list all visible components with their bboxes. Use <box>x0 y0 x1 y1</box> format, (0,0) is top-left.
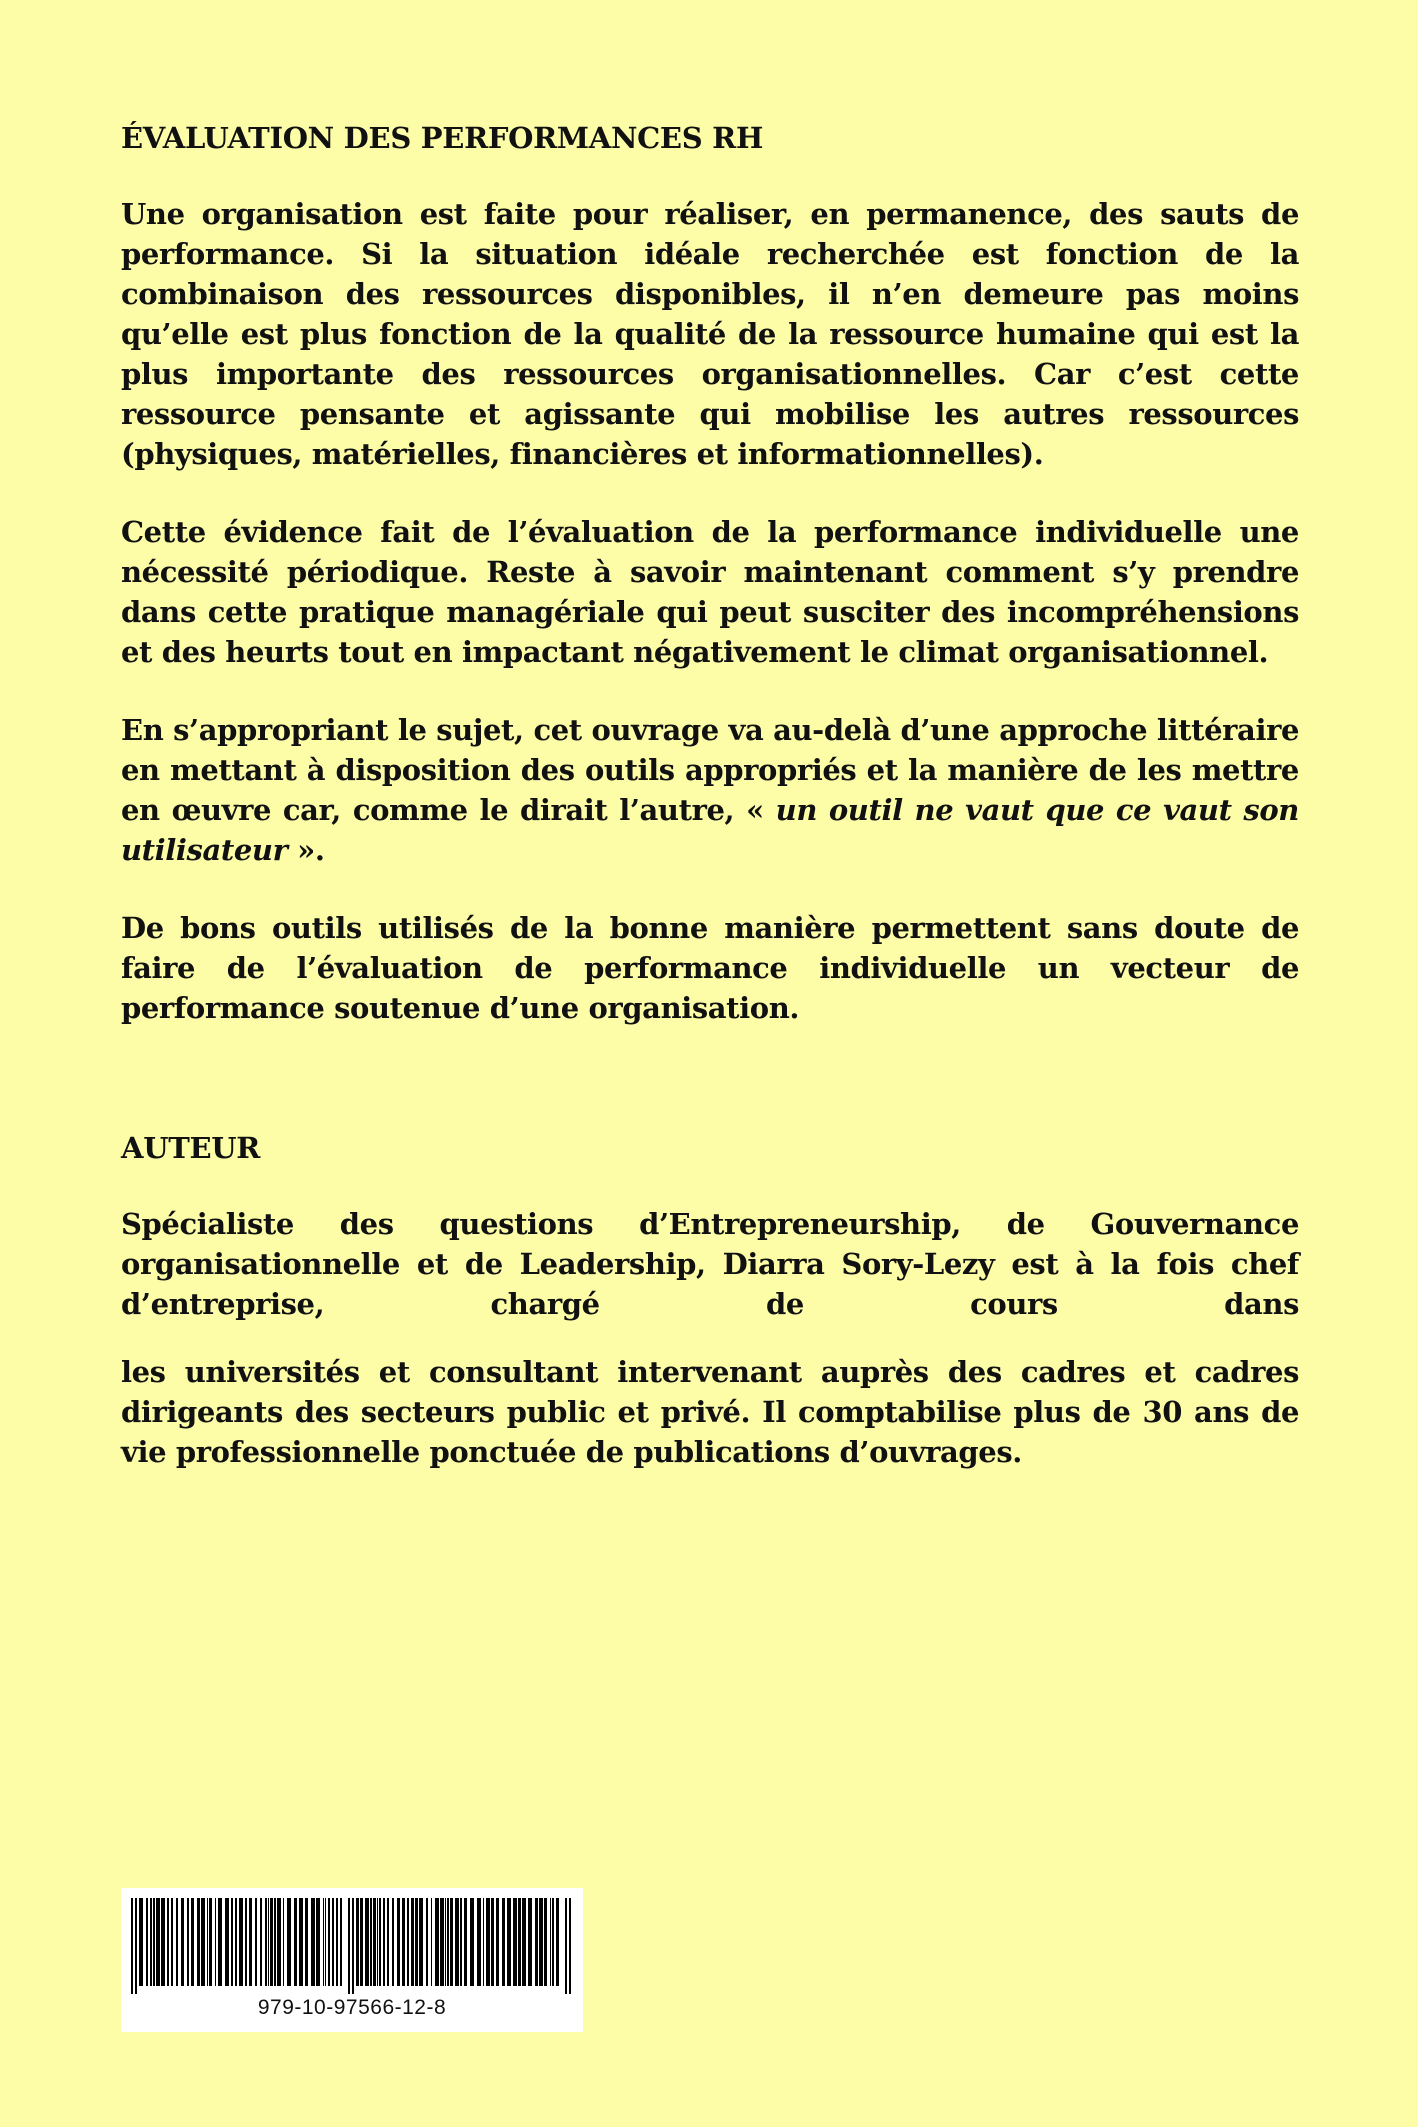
isbn-number: 979-10-97566-12-8 <box>257 1996 447 2019</box>
paragraph-approach-text: En s’appropriant le sujet, cet ouvrage va au-delà d’une approche littéraire en mettant à disposition des outils appropriés et la manière de les mettre en œuvre car, comme le dirait l’autre, « <box>121 713 1299 827</box>
barcode-icon <box>129 1898 575 1994</box>
paragraph-approach-end: ». <box>287 833 325 867</box>
section-heading-evaluation: ÉVALUATION DES PERFORMANCES RH <box>121 121 764 155</box>
isbn-barcode <box>121 1888 583 2032</box>
paragraph-evidence: Cette évidence fait de l’évaluation de la performance individuelle une nécessité périodique. Reste à savoir maintenant comment s’y prendre dans cette pratique managériale qui peut susciter des incompréhensions et des heurts tout en impactant négativement le climat organisationnel. <box>121 515 1299 669</box>
section-heading-author: AUTEUR <box>121 1131 261 1165</box>
paragraph-intro: Une organisation est faite pour réaliser, en permanence, des sauts de performance. Si la situation idéale recherchée est fonction de la combinaison des ressources disponibles, il n’en demeure pas moins qu’elle est plus fonction de la qualité de la ressource humaine qui est la plus importante des ressources organisationnelles. Car c’est cette ressource pensante et agissante qui mobilise les autres ressources (physiques, matérielles, financières et informationnelles). <box>121 197 1299 471</box>
paragraph-conclusion: De bons outils utilisés de la bonne manière permettent sans doute de faire de l’évaluation de performance individuelle un vecteur de performance soutenue d’une organisation. <box>121 911 1299 1025</box>
back-cover-text <box>121 118 1299 1472</box>
paragraph-approach <box>121 710 1299 870</box>
paragraph-author-bio-2: les universités et consultant intervenant auprès des cadres et cadres dirigeants des secteurs public et privé. Il comptabilise plus de 30 ans de vie professionnelle ponctuée de publications d’ouvrages. <box>121 1355 1299 1469</box>
paragraph-author-bio-1: Spécialiste des questions d’Entrepreneurship, de Gouvernance organisationnelle et de Leadership, Diarra Sory-Lezy est à la fois chef d’entreprise, chargé de cours dans <box>121 1207 1299 1321</box>
italic-quote: un outil ne vaut que ce vaut son utilisateur <box>121 793 1299 867</box>
